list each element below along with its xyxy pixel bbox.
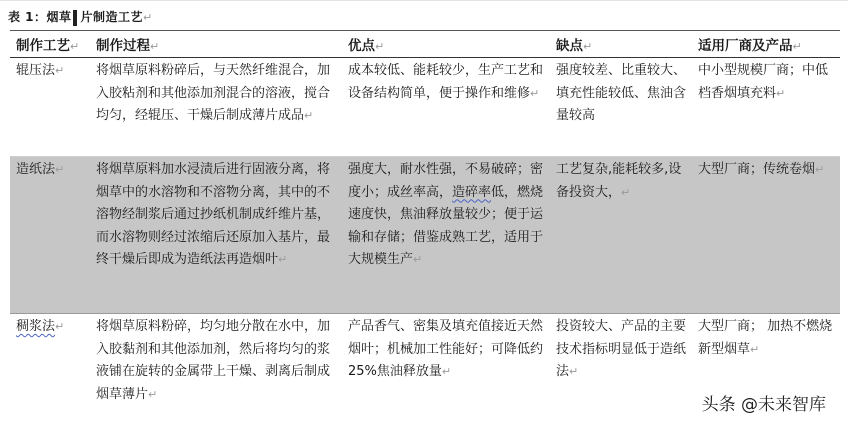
cell-cons: 工艺复杂,能耗较多,设备投资大，↵ — [550, 157, 692, 314]
cell-cons: 投资较大、产品的主要技术指标明显低于造纸法↵ — [550, 314, 692, 415]
header-pros: 优点↵ — [342, 31, 550, 58]
caption-suffix: 片制造工艺 — [80, 10, 144, 24]
cell-vendors: 大型厂商； 加热不燃烧新型烟草↵ — [692, 314, 840, 415]
cell-pros: 产品香气、密集及填充值接近天然烟叶；机械加工性能好；可降低约 25%焦油释放量↵ — [342, 314, 550, 415]
page-top-border — [0, 0, 848, 4]
header-vendors: 适用厂商及产品↵ — [692, 31, 840, 58]
cell-steps: 将烟草原料粉碎后，与天然纤维混合，加入胶粘剂和其他添加剂混合的溶液，搅合均匀，经辊压、干燥后制成薄片成品↵ — [90, 58, 342, 157]
table-header-row — [10, 31, 840, 58]
cell-vendors: 中小型规模厂商；中低档香烟填充料↵ — [692, 58, 840, 157]
paragraph-mark: ↵ — [143, 11, 153, 24]
text-cursor — [73, 10, 77, 26]
cell-process: 稠浆法↵ — [10, 314, 90, 415]
caption-prefix: 表 1：烟草 — [8, 10, 72, 24]
header-cons: 缺点↵ — [550, 31, 692, 58]
header-process: 制作工艺↵ — [10, 31, 90, 58]
source-watermark: 头条 @未来智库 — [700, 390, 828, 415]
table-caption — [8, 6, 153, 28]
cell-process: 造纸法↵ — [10, 157, 90, 314]
process-table — [10, 30, 840, 414]
cell-steps: 将烟草原料加水浸渍后进行固液分离，将烟草中的水溶物和不溶物分离，其中的不溶物经制浆后通过抄纸机制成纤维片基，而水溶物则经过浓缩后还原加入基片，最终干燥后即成为造纸法再造烟叶↵ — [90, 157, 342, 314]
cell-pros: 强度大，耐水性强，不易破碎；密度小；成丝率高，造碎率低，燃烧速度快，焦油释放量较少；便于运输和存储；借鉴成熟工艺，适用于大规模生产↵ — [342, 157, 550, 314]
cell-vendors: 大型厂商；传统卷烟↵ — [692, 157, 840, 314]
header-steps: 制作过程↵ — [90, 31, 342, 58]
spellcheck-underline: 造碎率 — [452, 184, 492, 200]
cell-pros: 成本较低、能耗较少，生产工艺和设备结构简单，便于操作和维修↵ — [342, 58, 550, 157]
cell-steps: 将烟草原料粉碎，均匀地分散在水中，加入胶黏剂和其他添加剂，然后将均匀的浆液铺在旋转的金属带上干燥、剥离后制成烟草薄片↵ — [90, 314, 342, 415]
table-row — [10, 58, 840, 157]
table-row — [10, 157, 840, 314]
cell-process: 辊压法↵ — [10, 58, 90, 157]
cell-cons: 强度较差、比重较大、填充性能较低、焦油含量较高 — [550, 58, 692, 157]
